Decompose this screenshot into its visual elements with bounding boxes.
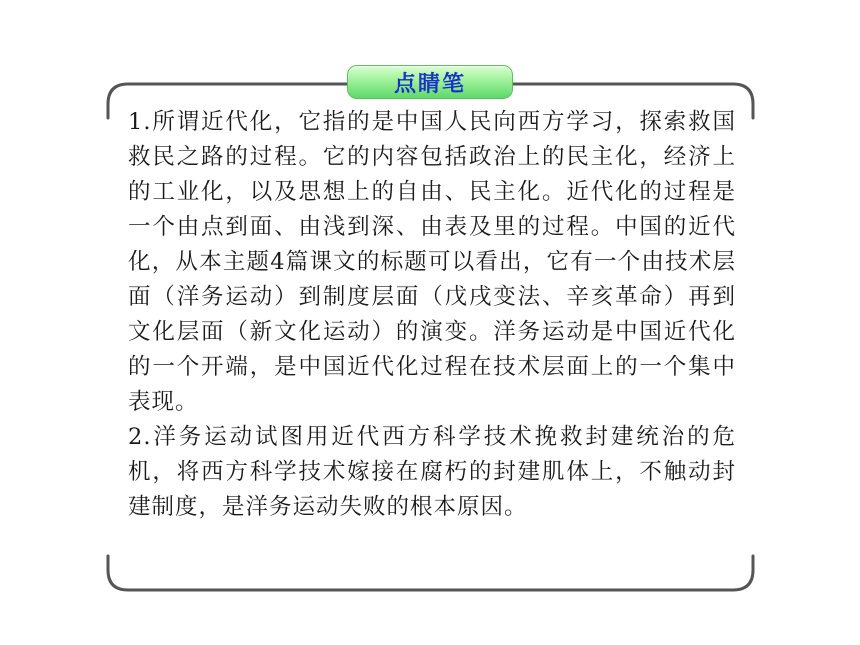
content-block [128,105,736,525]
paragraph-2: 2.洋务运动试图用近代西方科学技术挽救封建统治的危机，将西方科学技术嫁接在腐朽的封建肌体上，不触动封建制度，是洋务运动失败的根本原因。 [128,424,736,520]
section-title: 点睛笔 [393,71,466,97]
section-title-badge [347,65,513,99]
paragraph-1: 1.所谓近代化，它指的是中国人民向西方学习，探索救国救民之路的过程。它的内容包括政治上的民主化，经济上的工业化，以及思想上的自由、民主化。近代化的过程是一个由点到面、由浅到深、由表及里的过程。中国的近代化，从本主题4篇课文的标题可以看出，它有一个由技术层面（洋务运动）到制度层面（戊戌变法、辛亥革命）再到文化层面（新文化运动）的演变。洋务运动是中国近代化的一个开端，是中国近代化过程在技术层面上的一个集中表现。 [128,109,736,415]
